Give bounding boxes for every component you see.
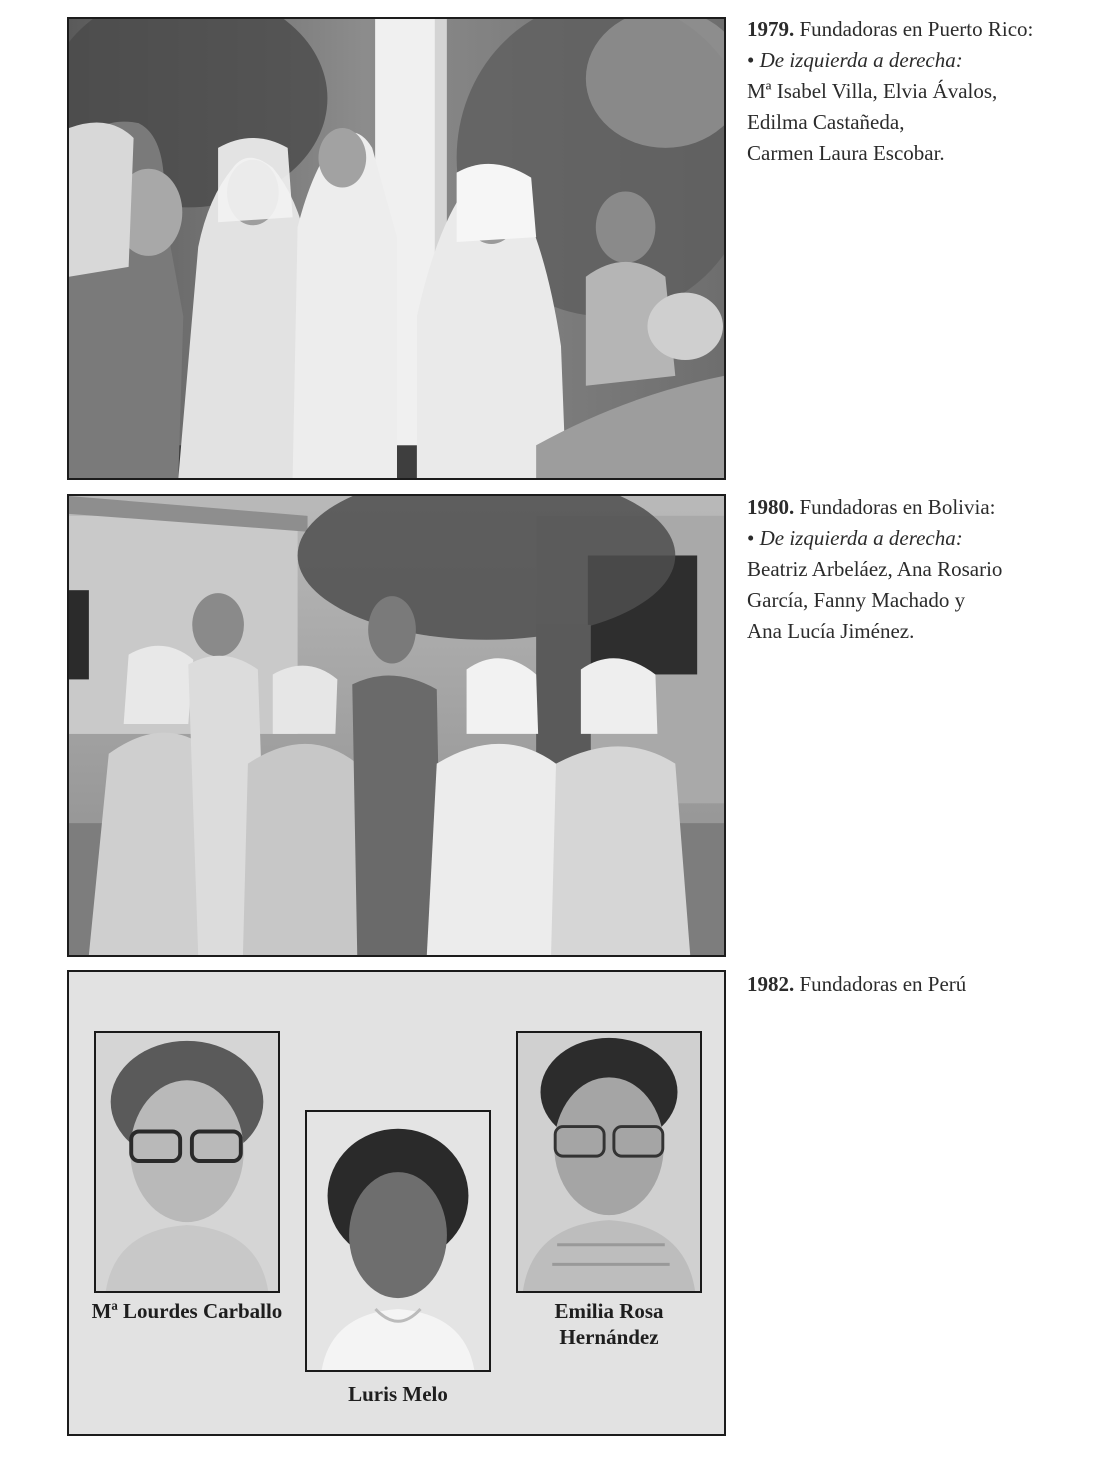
caption-1979	[747, 14, 1077, 169]
portrait-name-emilia	[496, 1298, 722, 1350]
portrait-emilia-rosa-hernandez	[516, 1031, 702, 1293]
caption-1979-subtitle: De izquierda a derecha:	[759, 48, 963, 72]
caption-1980-heading	[747, 492, 1077, 523]
caption-1980-names-line: Beatriz Arbeláez, Ana Rosario	[747, 557, 1003, 581]
caption-1979-year: 1979.	[747, 17, 795, 41]
bullet: •	[747, 48, 760, 72]
photo-1979-image	[69, 19, 724, 478]
caption-1980	[747, 492, 1077, 647]
photo-1980-bolivia	[67, 494, 726, 957]
bullet: •	[747, 526, 760, 550]
photo-1980-image	[69, 496, 724, 955]
caption-1979-names-line: Mª Isabel Villa, Elvia Ávalos,	[747, 79, 998, 103]
portrait-name-emilia-line2: Hernández	[559, 1325, 659, 1349]
caption-1982	[747, 969, 1077, 1000]
caption-1980-title: Fundadoras en Bolivia:	[794, 495, 996, 519]
portrait-image	[307, 1112, 489, 1370]
portrait-luris-melo	[305, 1110, 491, 1372]
caption-1980-subtitle-line	[747, 523, 1077, 554]
caption-1982-heading	[747, 969, 1077, 1000]
caption-1980-subtitle: De izquierda a derecha:	[759, 526, 963, 550]
caption-1982-year: 1982.	[747, 972, 795, 996]
caption-1980-names-line: Ana Lucía Jiménez.	[747, 619, 915, 643]
caption-1979-title: Fundadoras en Puerto Rico:	[794, 17, 1034, 41]
caption-1982-title: Fundadoras en Perú	[794, 972, 967, 996]
portrait-name-emilia-line1: Emilia Rosa	[554, 1299, 664, 1323]
caption-1980-year: 1980.	[747, 495, 795, 519]
portrait-name-luris: Luris Melo	[348, 1382, 448, 1406]
portrait-image	[96, 1033, 278, 1291]
photo-1979-puerto-rico	[67, 17, 726, 480]
caption-1979-names-line: Edilma Castañeda,	[747, 110, 905, 134]
portrait-lourdes-carballo	[94, 1031, 280, 1293]
caption-1980-names-line: García, Fanny Machado y	[747, 588, 966, 612]
caption-1979-heading	[747, 14, 1077, 45]
portrait-image	[518, 1033, 700, 1291]
portrait-name-lourdes: Mª Lourdes Carballo	[91, 1299, 283, 1323]
caption-1979-names-line: Carmen Laura Escobar.	[747, 141, 945, 165]
photo-1982-peru-panel	[67, 970, 726, 1436]
caption-1979-subtitle-line	[747, 45, 1077, 76]
